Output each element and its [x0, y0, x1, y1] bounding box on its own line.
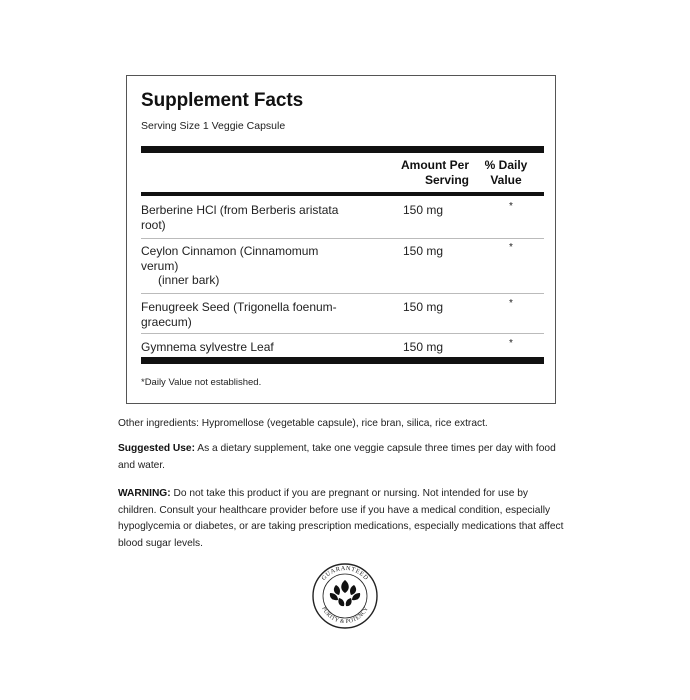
ingredient-name — [141, 300, 381, 329]
leaf-seal-icon — [311, 562, 379, 630]
ingredient-dv: * — [509, 338, 513, 349]
ingredient-dv: * — [509, 298, 513, 309]
header-amount-line2: Serving — [424, 173, 469, 187]
serving-size: Serving Size 1 Veggie Capsule — [141, 120, 286, 132]
header-dv-line2: Value — [490, 173, 522, 187]
facts-title: Supplement Facts — [141, 90, 304, 111]
row-divider — [141, 293, 544, 294]
seal-bottom-text: PURITY & POTENCY — [320, 606, 370, 626]
header-dv-line1: % Daily — [484, 158, 528, 172]
warning — [118, 486, 568, 552]
ingredient-name — [141, 203, 381, 232]
other-ingredients: Other ingredients: Hypromellose (vegetable capsule), rice bran, silica, rice extract. — [118, 418, 488, 429]
ingredient-name-line: Ceylon Cinnamon (Cinnamomum — [141, 244, 319, 258]
ingredient-name-line: verum) — [141, 258, 179, 273]
svg-text:GUARANTEED — [320, 565, 370, 582]
seal-top-text: GUARANTEED — [320, 564, 370, 582]
thick-divider — [141, 146, 544, 153]
suggested-use-text: As a dietary supplement, take one veggie capsule three times per day with food and water. — [118, 443, 556, 471]
suggested-use-label: Suggested Use: — [118, 443, 195, 454]
ingredient-name-line: root) — [141, 217, 166, 232]
daily-value-footnote: *Daily Value not established. — [141, 377, 262, 388]
ingredient-name — [141, 244, 381, 288]
ingredient-dv: * — [509, 242, 513, 253]
ingredient-name-line: graecum) — [141, 314, 192, 329]
ingredient-amount: 150 mg — [403, 340, 444, 354]
thick-divider — [141, 357, 544, 364]
thick-divider — [141, 192, 544, 196]
ingredient-name-line: Fenugreek Seed (Trigonella foenum- — [141, 300, 337, 314]
warning-text: Do not take this product if you are pregnant or nursing. Not intended for use by children. Consult your healthcare provider before use if you have a medical condition, especially hypoglycemia or diabetes, or are taking prescription medications, especially medications that affect blood sugar levels. — [118, 488, 564, 549]
row-divider — [141, 238, 544, 239]
header-daily-value — [477, 158, 535, 188]
ingredient-name-line: Berberine HCl (from Berberis aristata — [141, 203, 339, 217]
warning-label: WARNING: — [118, 488, 171, 499]
row-divider — [141, 333, 544, 334]
ingredient-dv: * — [509, 201, 513, 212]
ingredient-name-line: Gymnema sylvestre Leaf — [141, 340, 274, 354]
header-amount-line1: Amount Per — [400, 158, 469, 172]
ingredient-name — [141, 340, 381, 355]
ingredient-amount: 150 mg — [403, 203, 444, 217]
ingredient-amount: 150 mg — [403, 244, 444, 258]
header-amount-per-serving — [377, 158, 469, 188]
supplement-facts-panel — [126, 75, 556, 404]
ingredient-name-line: (inner bark) — [158, 273, 220, 287]
suggested-use — [118, 441, 568, 474]
ingredient-amount: 150 mg — [403, 300, 444, 314]
